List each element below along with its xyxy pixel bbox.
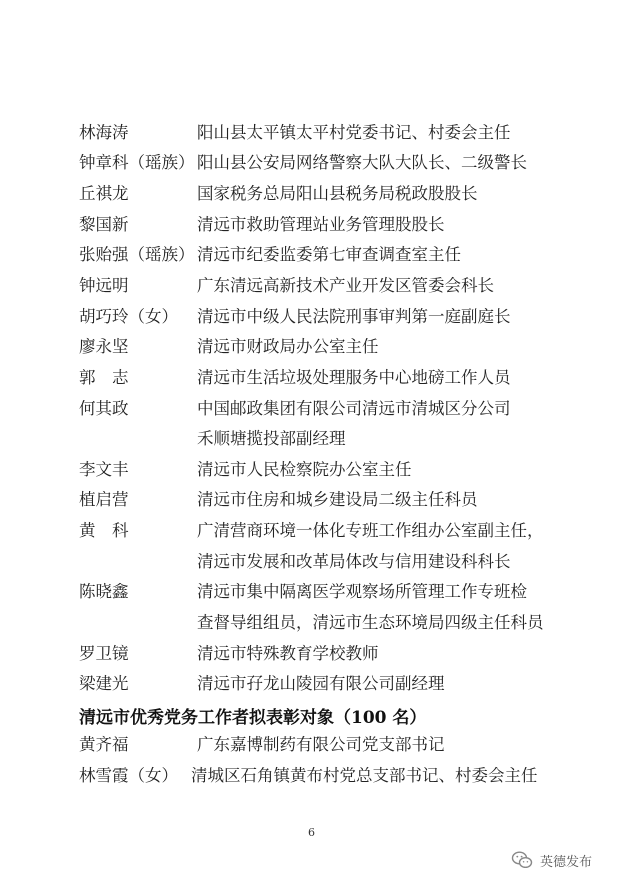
list-item [79,669,599,699]
list-item [79,639,599,669]
person-name: 黄 科 [79,521,129,540]
person-title: 清远市生活垃圾处理服务中心地磅工作人员 [197,368,511,387]
list-item [79,394,599,424]
person-name: 廖永坚 [79,337,129,356]
person-title: 中国邮政集团有限公司清远市清城区分公司 [197,399,511,418]
page-number: 6 [308,826,315,839]
section-heading: 清远市优秀党务工作者拟表彰对象（100 名） [79,708,427,728]
person-name: 何其政 [79,399,129,418]
person-title: 清远市集中隔离医学观察场所管理工作专班检 [197,582,527,601]
person-title: 阳山县公安局网络警察大队大队长、二级警长 [197,153,527,172]
watermark [510,847,592,873]
person-name: 植启营 [79,490,129,509]
person-title: 清远市特殊教育学校教师 [197,644,379,663]
person-name: 胡巧玲（女） [79,307,178,326]
list-item [79,608,599,638]
person-name: 陈晓鑫 [79,582,129,601]
list-item [79,271,599,301]
person-title: 国家税务总局阳山县税务局税政股股长 [197,184,478,203]
person-name: 李文丰 [79,460,129,479]
list-item [79,455,599,485]
list-item [79,179,599,209]
person-title: 广东嘉博制药有限公司党支部书记 [197,735,445,754]
wechat-icon [510,848,534,872]
person-name: 林雪霞（女） [79,766,178,785]
person-name: 梁建光 [79,674,129,693]
person-title: 清远市孖龙山陵园有限公司副经理 [197,674,445,693]
list-item [79,577,599,607]
list-item [79,302,599,332]
person-title: 查督导组组员，清远市生态环境局四级主任科员 [197,613,544,632]
person-name: 丘祺龙 [79,184,129,203]
list-item [79,547,599,577]
person-name: 罗卫镜 [79,644,129,663]
person-name: 张贻强（瑶族） [79,245,195,264]
person-name: 钟远明 [79,276,129,295]
list-item [79,148,599,178]
list-item [79,424,599,454]
list-item [79,485,599,515]
list-item [79,332,599,362]
person-title: 清远市人民检察院办公室主任 [197,460,412,479]
person-title: 清远市中级人民法院刑事审判第一庭副庭长 [197,307,511,326]
person-name: 钟章科（瑶族） [79,153,195,172]
list-item [79,240,599,270]
list-item [79,516,599,546]
person-title: 清远市纪委监委第七审查调查室主任 [197,245,461,264]
person-title: 清远市财政局办公室主任 [197,337,379,356]
list-item [79,363,599,393]
person-title: 广清营商环境一体化专班工作组办公室副主任， [197,521,544,540]
person-name: 林海涛 [79,123,129,142]
person-title: 清远市住房和城乡建设局二级主任科员 [197,490,478,509]
person-title: 清远市发展和改革局体改与信用建设科科长 [197,552,511,571]
watermark-label: 英德发布 [540,854,593,870]
list-item [79,730,599,760]
person-name: 黎国新 [79,215,129,234]
person-title: 广东清远高新技术产业开发区管委会科长 [197,276,494,295]
list-item [79,118,599,148]
list-item [79,210,599,240]
person-title: 阳山县太平镇太平村党委书记、村委会主任 [197,123,511,142]
person-title: 禾顺塘揽投部副经理 [197,429,346,448]
list-item [79,761,599,791]
person-name: 郭 志 [79,368,129,387]
person-name: 黄齐福 [79,735,129,754]
person-title: 清城区石角镇黄布村党总支部书记、村委会主任 [191,766,538,785]
person-title: 清远市救助管理站业务管理股股长 [197,215,445,234]
